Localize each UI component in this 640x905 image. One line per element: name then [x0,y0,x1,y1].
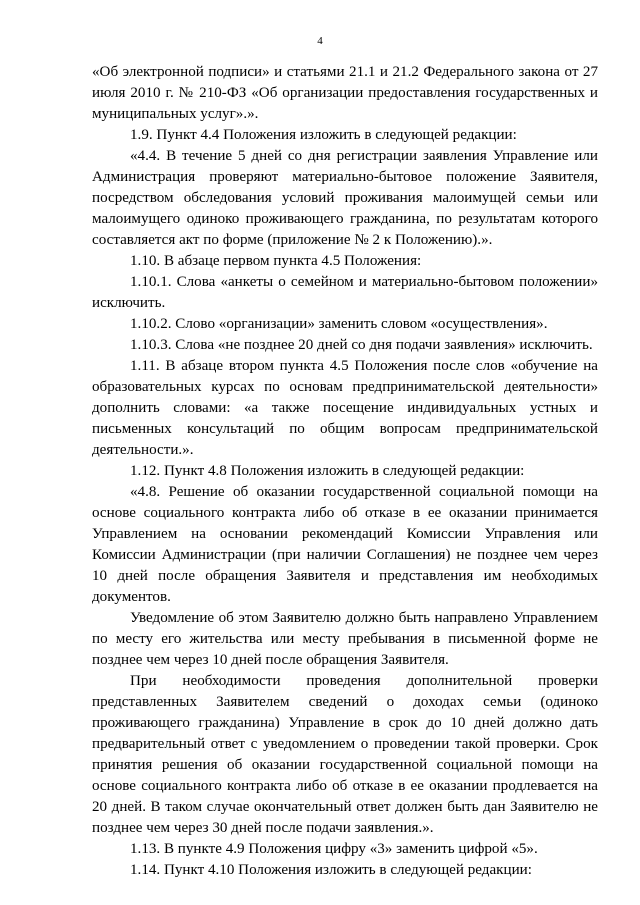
paragraph-continuation-law-reference: «Об электронной подписи» и статьями 21.1 и 21.2 Федерального закона от 27 июля 2010 г. № 210-ФЗ «Об организации предоставления государственных и муниципальных услуг».». [92,64,598,122]
paragraph-item-1-14: 1.14. Пункт 4.10 Положения изложить в следующей редакции: [130,862,532,878]
page-number: 4 [317,35,323,47]
paragraph-clause-4-8: «4.8. Решение об оказании государственной социальной помощи на основе социального контракта либо об отказе в ее оказании принимается Управлением на основании рекомендаций Комиссии Управления или Комиссии Администрации (при наличии Соглашения) не позднее чем через 10 дней после обращения Заявителя и представления им необходимых документов. [92,484,598,605]
paragraph-clause-4-8-verification: При необходимости проведения дополнительной проверки представленных Заявителем сведений о доходах семьи (одиноко проживающего гражданина) Управление в срок до 10 дней должно дать предварительный ответ с уведомлением о проведении такой проверки. Срок принятия решения об оказании государственной социальной помощи на основе социального контракта либо об отказе в ее оказании продлевается на 20 дней. В таком случае окончательный ответ должен быть дан Заявителю не позднее чем через 30 дней после подачи заявления.». [92,673,598,836]
paragraph-item-1-10: 1.10. В абзаце первом пункта 4.5 Положения: [130,253,422,269]
paragraph-item-1-10-2: 1.10.2. Слово «организации» заменить словом «осуществления». [130,316,548,332]
document-body [92,62,598,881]
paragraph-item-1-13: 1.13. В пункте 4.9 Положения цифру «3» заменить цифрой «5». [130,841,538,857]
paragraph-item-1-12: 1.12. Пункт 4.8 Положения изложить в следующей редакции: [130,463,525,479]
paragraph-item-1-9: 1.9. Пункт 4.4 Положения изложить в следующей редакции: [130,127,517,143]
paragraph-clause-4-8-notification: Уведомление об этом Заявителю должно быть направлено Управлением по месту его жительства или месту пребывания в письменной форме не позднее чем через 10 дней после обращения Заявителя. [92,610,598,668]
paragraph-item-1-10-1: 1.10.1. Слова «анкеты о семейном и материально-бытовом положении» исключить. [92,274,598,311]
paragraph-item-1-10-3: 1.10.3. Слова «не позднее 20 дней со дня подачи заявления» исключить. [130,337,593,353]
paragraph-clause-4-4: «4.4. В течение 5 дней со дня регистрации заявления Управление или Администрация проверяют материально-бытовое положение Заявителя, посредством обследования условий проживания малоимущей семьи или малоимущего одиноко проживающего гражданина, по результатам которого составляется акт по форме (приложение № 2 к Положению).». [92,148,598,248]
paragraph-item-1-11: 1.11. В абзаце втором пункта 4.5 Положения после слов «обучение на образовательных курсах по основам предпринимательской деятельности» дополнить словами: «а также посещение индивидуальных устных и письменных консультаций по общим вопросам предпринимательской деятельности.». [92,358,598,458]
